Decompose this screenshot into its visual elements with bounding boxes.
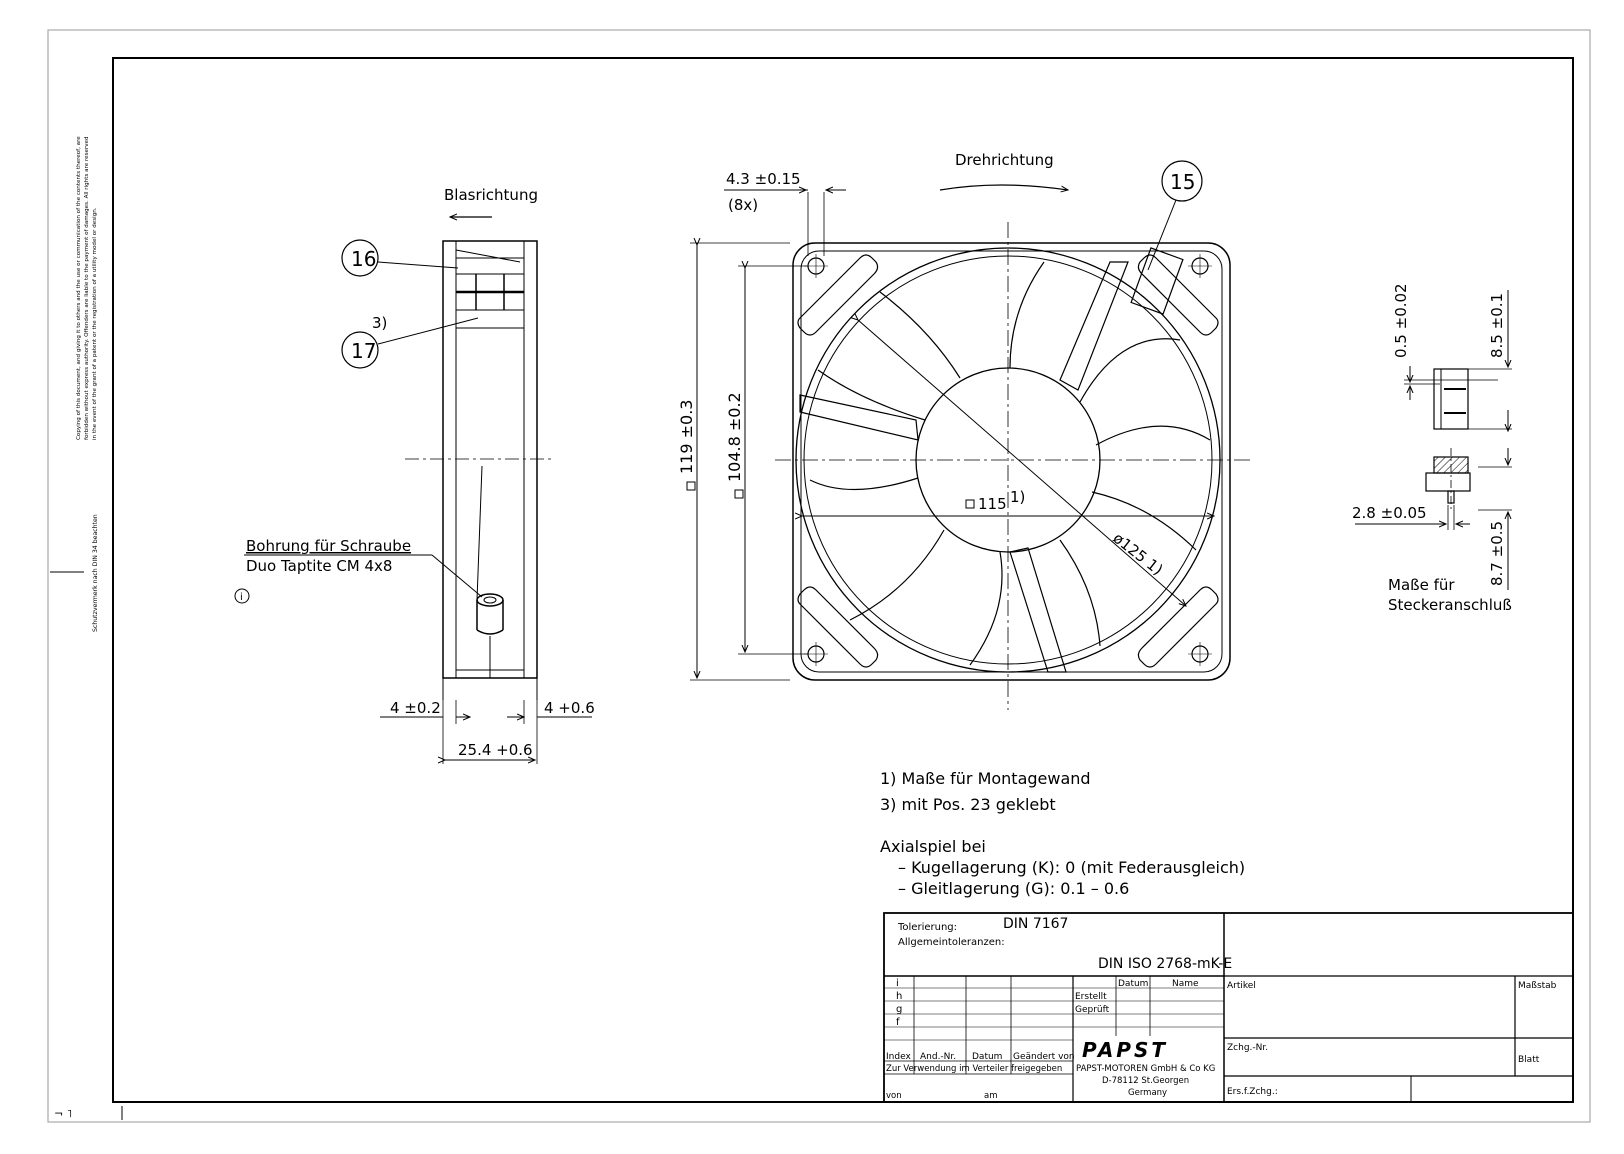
outer-sheet-frame	[48, 30, 1590, 1122]
release-von: von	[886, 1091, 902, 1101]
axial-ball: – Kugellagerung (K): 0 (mit Federausgleich)	[898, 858, 1246, 877]
release-am: am	[984, 1091, 998, 1101]
conn-dim-length: 8.7 ±0.5	[1488, 520, 1506, 586]
note-3: 3) mit Pos. 23 geklebt	[880, 795, 1056, 814]
dim-outer: 119 ±0.3	[677, 399, 696, 474]
side-view	[235, 186, 592, 764]
dim-side-depth: 25.4 +0.6	[458, 741, 533, 759]
hdr-name: Name	[1172, 979, 1199, 989]
company-name: PAPST-MOTOREN GmbH & Co KG	[1076, 1064, 1216, 1074]
axial-title: Axialspiel bei	[880, 837, 986, 856]
release-line1: Zur Verwendung im Verteiler freigegeben	[886, 1064, 1063, 1074]
dim-hole-pitch: 104.8 ±0.2	[725, 392, 744, 482]
strut-bottom	[1010, 548, 1066, 672]
company-logo: PAPST	[1082, 1038, 1169, 1062]
company-country: Germany	[1128, 1088, 1168, 1098]
strut-top-cable	[1060, 262, 1128, 390]
note-ref-3: 3)	[372, 314, 388, 332]
company-address: D-78112 St.Georgen	[1102, 1076, 1190, 1086]
general-tol-value: DIN ISO 2768-mK-E	[1098, 956, 1233, 972]
rev-letter-f: f	[896, 1017, 900, 1028]
drawing-no-label: Zchg.-Nr.	[1227, 1043, 1269, 1053]
rotation-direction-label: Drehrichtung	[955, 151, 1054, 169]
col-change-no: And.-Nr.	[920, 1052, 957, 1062]
protection-note: Schutzvermerk nach DIN 34 beachten	[92, 514, 99, 632]
front-view	[687, 151, 1250, 710]
flow-direction-label: Blasrichtung	[444, 186, 538, 204]
dim-inner-ref: 1)	[1010, 488, 1026, 506]
general-tol-label: Allgemeintoleranzen:	[898, 937, 1005, 948]
hole-count: (8x)	[728, 196, 759, 214]
corner-slot-tl	[798, 255, 878, 335]
row-checked: Geprüft	[1075, 1005, 1110, 1015]
copyright-line-2: forbidden without express authority. Offenders are liable to the payment of damages. All rights are reserved	[84, 136, 90, 440]
conn-caption-2: Steckeranschluß	[1388, 596, 1512, 614]
dim-inner: 115	[978, 495, 1007, 513]
copyright-line-1: Copying of this document, and giving it to others and the use or communication of the contents thereof, are	[76, 136, 82, 440]
article-label: Artikel	[1227, 981, 1256, 991]
conn-dim-pin: 2.8 ±0.05	[1352, 504, 1427, 522]
conn-dim-height: 8.5 ±0.1	[1488, 292, 1506, 358]
corner-slot-tr	[1138, 255, 1218, 335]
strut-left	[800, 395, 918, 440]
dim-side-right: 4 +0.6	[544, 699, 595, 717]
corner-slot-bl	[798, 587, 878, 667]
rev-letter-h: h	[896, 991, 903, 1002]
screw-hole-label-2: Duo Taptite CM 4x8	[246, 557, 393, 575]
corner-mark: ¬ ˥	[54, 1107, 73, 1120]
row-created: Erstellt	[1075, 992, 1107, 1002]
connector-body	[1434, 369, 1468, 429]
conn-caption-1: Maße für	[1388, 576, 1455, 594]
axial-sleeve: – Gleitlagerung (G): 0.1 – 0.6	[898, 879, 1130, 898]
info-symbol: i	[240, 592, 243, 603]
fan-blades	[810, 262, 1210, 665]
callout-17: 17	[351, 339, 377, 363]
rotation-direction-arrow	[940, 185, 1068, 190]
copyright-line-3: in the event of the grant of a patent or the registration of a utility model or design.	[92, 207, 98, 440]
screw-hole-label-1: Bohrung für Schraube	[246, 537, 412, 555]
rev-letter-i: i	[896, 978, 899, 989]
replaces-label: Ers.f.Zchg.:	[1227, 1087, 1278, 1097]
col-index: Index	[886, 1052, 911, 1062]
col-changed-by: Geändert von	[1013, 1052, 1075, 1062]
sheet-label: Blatt	[1518, 1055, 1540, 1065]
callout-16: 16	[351, 247, 377, 271]
dim-diameter: ø125 1)	[1109, 528, 1167, 579]
callout-15: 15	[1170, 170, 1196, 194]
hole-dim: 4.3 ±0.15	[726, 170, 801, 188]
conn-dim-thickness: 0.5 ±0.02	[1392, 283, 1410, 358]
tol-value: DIN 7167	[1003, 916, 1069, 932]
dim-side-left: 4 ±0.2	[390, 699, 441, 717]
rev-letter-g: g	[896, 1004, 903, 1015]
tol-label: Tolerierung:	[898, 922, 958, 933]
col-date: Datum	[972, 1052, 1003, 1062]
fan-side-profile	[443, 241, 537, 678]
scale-label: Maßstab	[1518, 981, 1557, 991]
hdr-datum: Datum	[1118, 979, 1149, 989]
note-1: 1) Maße für Montagewand	[880, 769, 1091, 788]
